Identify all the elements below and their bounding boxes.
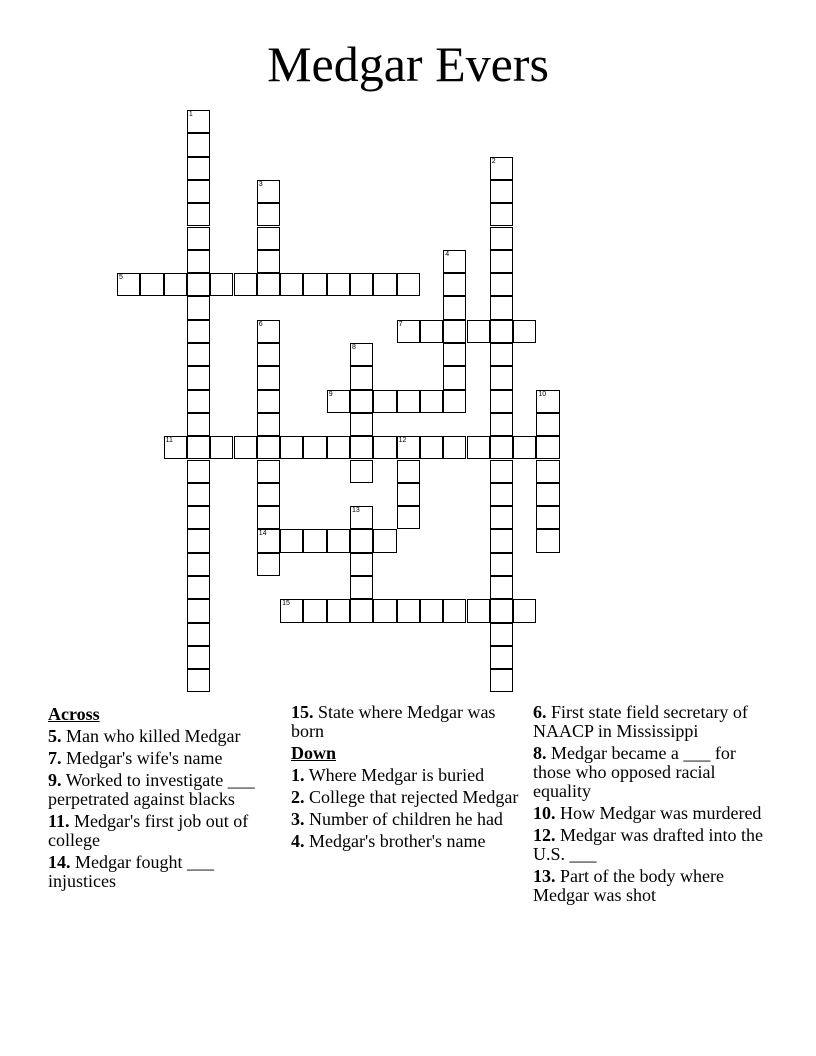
grid-cell[interactable] (257, 553, 280, 576)
grid-cell[interactable] (536, 529, 559, 552)
grid-cell[interactable] (490, 366, 513, 389)
grid-cell[interactable] (420, 436, 443, 459)
grid-cell[interactable] (490, 529, 513, 552)
grid-cell[interactable] (443, 436, 466, 459)
grid-cell[interactable] (257, 506, 280, 529)
grid-cell[interactable] (187, 460, 210, 483)
cell-number: 14 (258, 530, 267, 538)
grid-cell[interactable] (187, 320, 210, 343)
grid-cell[interactable] (443, 250, 466, 273)
grid-cell[interactable] (303, 273, 326, 296)
clues-column-3 (533, 703, 773, 955)
grid-cell[interactable] (234, 436, 257, 459)
cell-number: 6 (258, 320, 263, 328)
clue-item (291, 766, 523, 785)
grid-cell[interactable] (397, 483, 420, 506)
grid-cell[interactable] (257, 529, 280, 552)
grid-cell[interactable] (257, 483, 280, 506)
grid-cell[interactable] (280, 599, 303, 622)
clue-item (291, 832, 523, 851)
clue-item (291, 810, 523, 829)
clues-column-2 (291, 703, 523, 854)
clue-text: First state field secretary of NAACP in Mississippi (533, 703, 748, 741)
grid-cell[interactable] (257, 343, 280, 366)
grid-cell[interactable] (257, 320, 280, 343)
grid-cell[interactable] (187, 506, 210, 529)
cell-number: 13 (352, 507, 360, 515)
grid-cell[interactable] (490, 506, 513, 529)
clue-text: Medgar's first job out of college (48, 811, 249, 850)
grid-cell[interactable] (117, 273, 140, 296)
grid-cell[interactable] (187, 390, 210, 413)
clue-number: 6. (533, 703, 547, 722)
clue-number: 3. (291, 809, 305, 829)
cell-number: 9 (328, 390, 333, 398)
clue-text: Number of children he had (309, 809, 503, 829)
grid-cell[interactable] (257, 273, 280, 296)
cell-number: 2 (491, 157, 496, 165)
cell-number: 5 (119, 274, 123, 282)
grid-cell[interactable] (490, 436, 513, 459)
grid-cell[interactable] (443, 273, 466, 296)
grid-cell[interactable] (536, 506, 559, 529)
grid-cell[interactable] (350, 599, 373, 622)
clue-number: 8. (533, 743, 547, 763)
grid-cell[interactable] (257, 227, 280, 250)
clue-text: How Medgar was murdered (560, 803, 762, 823)
grid-cell[interactable] (327, 599, 350, 622)
grid-cell[interactable] (187, 227, 210, 250)
grid-cell[interactable] (467, 320, 490, 343)
grid-cell[interactable] (280, 273, 303, 296)
grid-cell[interactable] (490, 483, 513, 506)
grid-cell[interactable] (187, 180, 210, 203)
grid-cell[interactable] (373, 436, 396, 459)
grid-cell[interactable] (257, 460, 280, 483)
grid-cell[interactable] (420, 390, 443, 413)
clue-number: 14. (48, 852, 71, 872)
grid-cell[interactable] (350, 506, 373, 529)
cell-number: 10 (538, 390, 547, 398)
grid-cell[interactable] (513, 320, 536, 343)
grid-cell[interactable] (443, 599, 466, 622)
clue-text: Medgar was drafted into the U.S. ___ (533, 825, 763, 864)
grid-cell[interactable] (490, 553, 513, 576)
clue-text: Medgar's wife's name (66, 748, 223, 768)
grid-cell[interactable] (443, 320, 466, 343)
grid-cell[interactable] (303, 529, 326, 552)
cell-number: 15 (282, 600, 290, 608)
clue-text: Man who killed Medgar (66, 726, 241, 746)
clue-item (533, 804, 773, 823)
clue-number: 11. (48, 811, 70, 831)
grid-cell[interactable] (164, 273, 187, 296)
grid-cell[interactable] (257, 413, 280, 436)
grid-cell[interactable] (467, 436, 490, 459)
clue-number: 1. (291, 765, 305, 785)
down-heading: Down (291, 743, 337, 763)
clue-item (291, 788, 523, 807)
grid-cell[interactable] (350, 553, 373, 576)
clue-number: 4. (291, 831, 305, 851)
clue-number: 5. (48, 726, 62, 746)
grid-cell[interactable] (187, 296, 210, 319)
grid-cell[interactable] (373, 529, 396, 552)
grid-cell[interactable] (373, 390, 396, 413)
cell-number: 8 (352, 344, 356, 351)
grid-cell[interactable] (187, 646, 210, 669)
grid-cell[interactable] (350, 366, 373, 389)
grid-cell[interactable] (536, 390, 559, 413)
grid-cell[interactable] (397, 460, 420, 483)
grid-cell[interactable] (187, 203, 210, 226)
grid-cell[interactable] (187, 483, 210, 506)
grid-cell[interactable] (280, 529, 303, 552)
grid-cell[interactable] (420, 320, 443, 343)
grid-cell[interactable] (140, 273, 163, 296)
clue-item (48, 812, 280, 850)
clue-text: Part of the body where Medgar was shot (533, 866, 724, 905)
grid-cell[interactable] (490, 296, 513, 319)
clue-number: 13. (533, 866, 556, 886)
grid-cell[interactable] (350, 436, 373, 459)
clues-column-1 (48, 703, 280, 894)
grid-cell[interactable] (467, 599, 490, 622)
grid-cell[interactable] (443, 366, 466, 389)
grid-cell[interactable] (490, 343, 513, 366)
grid-cell[interactable] (187, 599, 210, 622)
grid-cell[interactable] (443, 343, 466, 366)
grid-cell[interactable] (513, 599, 536, 622)
grid-cell[interactable] (443, 296, 466, 319)
grid-cell[interactable] (234, 273, 257, 296)
grid-cell[interactable] (187, 157, 210, 180)
grid-cell[interactable] (187, 529, 210, 552)
grid-cell[interactable] (490, 227, 513, 250)
grid-cell[interactable] (350, 413, 373, 436)
grid-cell[interactable] (327, 436, 350, 459)
clue-text: College that rejected Medgar (309, 787, 519, 807)
clue-item (48, 853, 280, 891)
clue-item (533, 703, 773, 741)
grid-cell[interactable] (397, 390, 420, 413)
grid-cell[interactable] (280, 436, 303, 459)
grid-cell[interactable] (350, 390, 373, 413)
grid-cell[interactable] (397, 436, 420, 459)
clue-item (48, 727, 280, 746)
clue-text: State where Medgar was born (291, 702, 496, 741)
grid-cell[interactable] (187, 273, 210, 296)
grid-cell[interactable] (187, 250, 210, 273)
clue-number: 9. (48, 770, 62, 790)
grid-cell[interactable] (350, 273, 373, 296)
grid-cell[interactable] (397, 506, 420, 529)
cell-number: 11 (165, 437, 173, 445)
grid-cell[interactable] (490, 669, 513, 692)
grid-cell[interactable] (210, 273, 233, 296)
grid-cell[interactable] (490, 623, 513, 646)
grid-cell[interactable] (257, 250, 280, 273)
grid-cell[interactable] (187, 110, 210, 133)
grid-cell[interactable] (350, 343, 373, 366)
clue-number: 7. (48, 748, 62, 768)
grid-cell[interactable] (187, 576, 210, 599)
grid-cell[interactable] (257, 390, 280, 413)
grid-cell[interactable] (490, 646, 513, 669)
clue-item (48, 771, 280, 809)
clue-text: Medgar fought ___ injustices (48, 852, 214, 891)
grid-cell[interactable] (490, 576, 513, 599)
grid-cell[interactable] (257, 436, 280, 459)
grid-cell[interactable] (350, 576, 373, 599)
grid-cell[interactable] (187, 436, 210, 459)
grid-cell[interactable] (187, 623, 210, 646)
clue-item (48, 749, 280, 768)
grid-cell[interactable] (397, 273, 420, 296)
grid-cell[interactable] (490, 390, 513, 413)
grid-cell[interactable] (443, 390, 466, 413)
grid-cell[interactable] (327, 390, 350, 413)
clue-item (533, 826, 773, 864)
grid-cell[interactable] (187, 133, 210, 156)
clue-number: 12. (533, 825, 556, 845)
grid-cell[interactable] (187, 553, 210, 576)
grid-cell[interactable] (536, 436, 559, 459)
grid-cell[interactable] (397, 320, 420, 343)
cell-number: 12 (398, 437, 407, 445)
across-heading: Across (48, 704, 100, 724)
grid-cell[interactable] (210, 436, 233, 459)
grid-cell[interactable] (490, 273, 513, 296)
grid-cell[interactable] (164, 436, 187, 459)
grid-cell[interactable] (490, 203, 513, 226)
cell-number: 7 (398, 320, 403, 328)
grid-cell[interactable] (536, 413, 559, 436)
grid-cell[interactable] (490, 320, 513, 343)
grid-cell[interactable] (350, 529, 373, 552)
clue-number: 10. (533, 803, 556, 823)
cell-number: 3 (258, 180, 263, 188)
clue-text: Worked to investigate ___ perpetrated against blacks (48, 770, 255, 809)
grid-cell[interactable] (490, 157, 513, 180)
puzzle-title: Medgar Evers (267, 36, 549, 92)
grid-cell[interactable] (373, 599, 396, 622)
clue-text: Medgar became a ___ for those who opposed racial equality (533, 743, 736, 801)
grid-cell[interactable] (420, 599, 443, 622)
grid-cell[interactable] (187, 669, 210, 692)
clue-text: Medgar's brother's name (309, 831, 486, 851)
grid-cell[interactable] (490, 599, 513, 622)
grid-cell[interactable] (490, 250, 513, 273)
clue-number: 2. (291, 787, 305, 807)
grid-cell[interactable] (490, 413, 513, 436)
cell-number: 1 (188, 111, 193, 118)
grid-cell[interactable] (536, 483, 559, 506)
grid-cell[interactable] (490, 460, 513, 483)
cell-number: 4 (445, 250, 450, 258)
grid-cell[interactable] (187, 343, 210, 366)
grid-cell[interactable] (257, 203, 280, 226)
clue-item (533, 744, 773, 801)
clue-number: 15. (291, 702, 314, 722)
grid-cell[interactable] (187, 413, 210, 436)
clue-item (533, 867, 773, 905)
clue-item (291, 703, 523, 741)
grid-cell[interactable] (303, 599, 326, 622)
grid-cell[interactable] (397, 599, 420, 622)
grid-cell[interactable] (373, 273, 396, 296)
grid-cell[interactable] (303, 436, 326, 459)
grid-cell[interactable] (513, 436, 536, 459)
grid-cell[interactable] (350, 460, 373, 483)
grid-cell[interactable] (257, 366, 280, 389)
grid-cell[interactable] (490, 180, 513, 203)
grid-cell[interactable] (257, 180, 280, 203)
grid-cell[interactable] (327, 273, 350, 296)
grid-cell[interactable] (536, 460, 559, 483)
grid-cell[interactable] (327, 529, 350, 552)
grid-cell[interactable] (187, 366, 210, 389)
clue-text: Where Medgar is buried (308, 765, 485, 785)
